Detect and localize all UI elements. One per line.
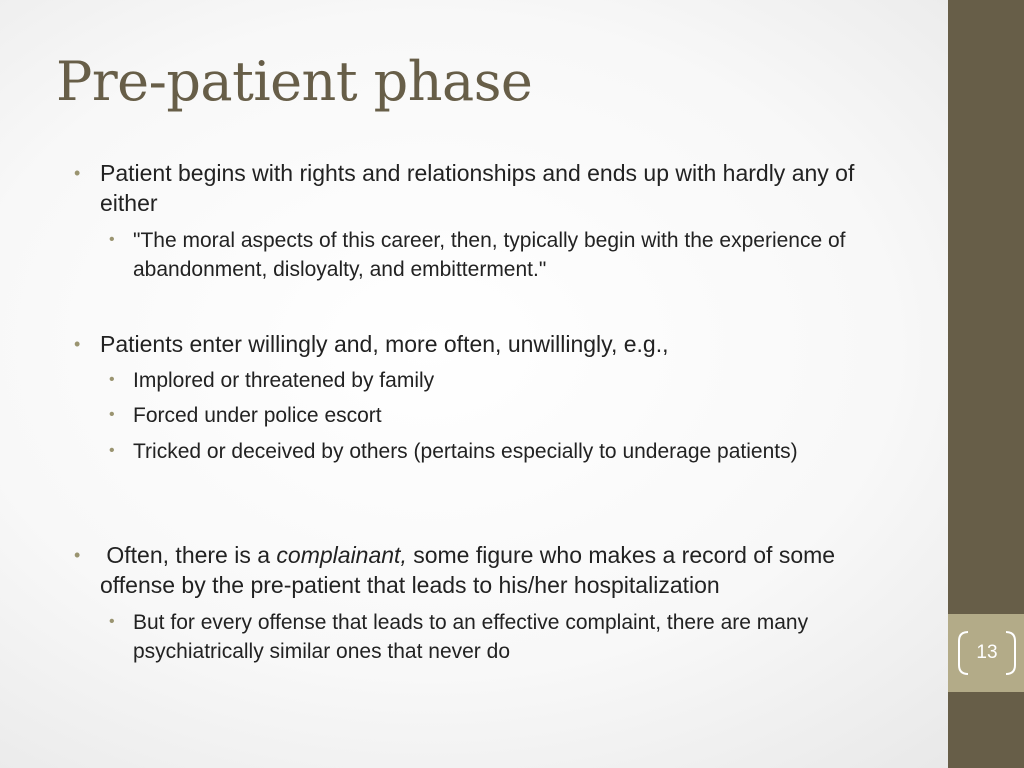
sub-bullet-text: But for every offense that leads to an effective complaint, there are many psychiatrically similar ones that never do — [133, 611, 809, 663]
sub-bullet-text: "The moral aspects of this career, then, typically begin with the experience of abandonment, disloyalty, and embitterment." — [133, 229, 846, 281]
bullet-dot-icon: • — [109, 613, 115, 630]
bullet-dot-icon: • — [74, 334, 81, 354]
bullet-dot-icon: • — [74, 545, 81, 565]
bullet-emphasis: complainant, — [276, 542, 407, 568]
bullet-dot-icon: • — [109, 442, 115, 459]
sub-bullet-text: Implored or threatened by family — [133, 369, 435, 392]
bullet-text-end: some figure who makes a record of some offense by the pre-patient that leads to his/her hospitalization — [100, 542, 836, 598]
bullet-dot-icon: • — [109, 371, 115, 388]
sub-bullet-item — [109, 608, 893, 666]
bullet-dot-icon: • — [109, 406, 115, 423]
sub-bullet-item — [109, 437, 893, 466]
sub-bullet-item — [109, 401, 893, 430]
page-number-frame — [956, 630, 1018, 676]
sub-bullet-item — [109, 226, 893, 284]
bullet-item — [74, 540, 900, 600]
sub-bullet-text: Forced under police escort — [133, 404, 382, 427]
sub-bullet-item — [109, 366, 893, 395]
bullet-text-start: Often, there is a — [100, 542, 277, 568]
page-number: 13 — [976, 642, 998, 663]
bullet-item — [74, 329, 900, 359]
bullet-text: Patients enter willingly and, more often, unwillingly, e.g., — [100, 331, 669, 357]
bullet-item — [74, 158, 900, 218]
bullet-dot-icon: • — [74, 163, 81, 183]
bullet-dot-icon: • — [109, 231, 115, 248]
sub-bullet-text: Tricked or deceived by others (pertains especially to underage patients) — [133, 440, 798, 463]
bullet-text: Patient begins with rights and relationships and ends up with hardly any of either — [100, 160, 855, 216]
slide-title: Pre-patient phase — [56, 50, 533, 113]
